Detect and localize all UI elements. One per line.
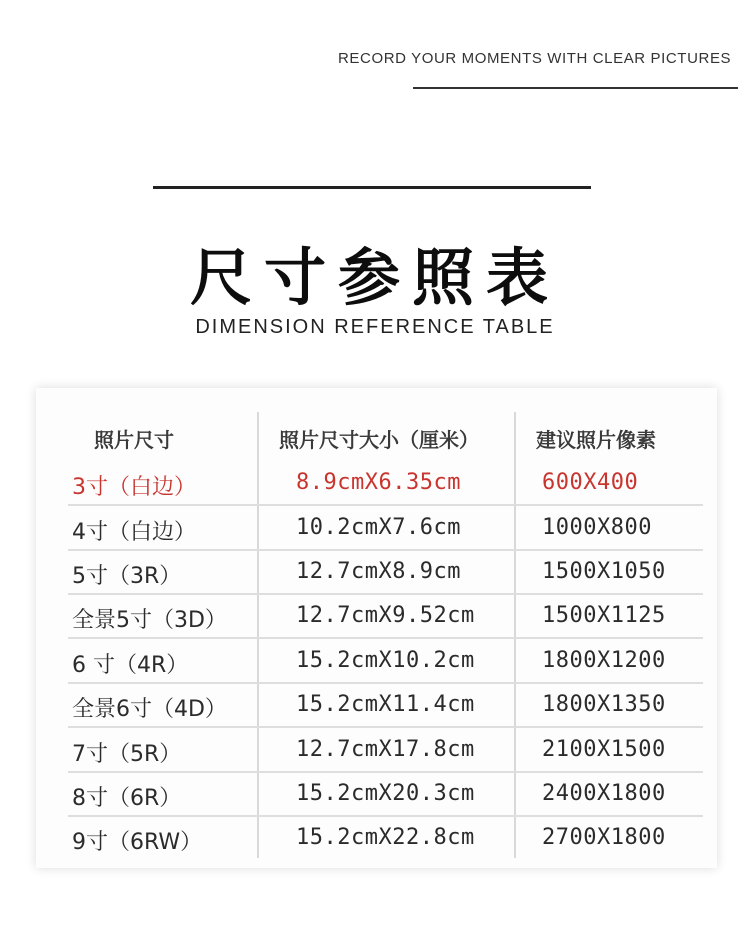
column-header-pixels: 建议照片像素 <box>536 428 656 452</box>
size-reference-table <box>36 388 717 868</box>
cell-dimensions: 15.2cmX22.8cm <box>296 825 475 850</box>
tagline: RECORD YOUR MOMENTS WITH CLEAR PICTURES <box>338 50 732 67</box>
cell-dimensions: 12.7cmX8.9cm <box>296 559 461 584</box>
table-row <box>36 507 717 551</box>
cell-pixels: 1800X1200 <box>542 648 666 673</box>
cell-pixels: 1800X1350 <box>542 692 666 717</box>
cell-pixels: 2400X1800 <box>542 781 666 806</box>
cell-dimensions: 12.7cmX17.8cm <box>296 737 475 762</box>
cell-size: 9寸（6RW） <box>72 830 203 855</box>
cell-dimensions: 10.2cmX7.6cm <box>296 515 461 540</box>
cell-size: 5寸（3R） <box>72 564 182 589</box>
page-subtitle: DIMENSION REFERENCE TABLE <box>195 316 555 338</box>
cell-size: 6 寸（4R） <box>72 653 189 678</box>
cell-size: 8寸（6R） <box>72 786 182 811</box>
page-title: 尺寸参照表 <box>189 241 560 314</box>
cell-size: 全景6寸（4D） <box>72 697 227 722</box>
table-row <box>36 551 717 595</box>
cell-size: 3寸（白边） <box>72 475 196 500</box>
table-row <box>36 595 717 639</box>
table-row <box>36 817 717 861</box>
cell-size: 全景5寸（3D） <box>72 608 227 633</box>
table-row <box>36 684 717 728</box>
cell-dimensions: 15.2cmX11.4cm <box>296 692 475 717</box>
cell-pixels: 2100X1500 <box>542 737 666 762</box>
column-header-dimensions: 照片尺寸大小（厘米） <box>279 428 479 452</box>
cell-pixels: 1000X800 <box>542 515 652 540</box>
cell-size: 4寸（白边） <box>72 520 196 545</box>
cell-size: 7寸（5R） <box>72 742 182 767</box>
cell-pixels: 1500X1125 <box>542 603 666 628</box>
cell-pixels: 2700X1800 <box>542 825 666 850</box>
top-divider <box>413 87 738 89</box>
table-row <box>36 462 717 506</box>
table-row <box>36 729 717 773</box>
cell-dimensions: 12.7cmX9.52cm <box>296 603 475 628</box>
table-row <box>36 640 717 684</box>
title-divider <box>153 186 591 189</box>
column-header-size: 照片尺寸 <box>94 428 174 452</box>
cell-pixels: 600X400 <box>542 470 639 495</box>
cell-dimensions: 15.2cmX20.3cm <box>296 781 475 806</box>
cell-pixels: 1500X1050 <box>542 559 666 584</box>
table-row <box>36 773 717 817</box>
cell-dimensions: 15.2cmX10.2cm <box>296 648 475 673</box>
cell-dimensions: 8.9cmX6.35cm <box>296 470 461 495</box>
